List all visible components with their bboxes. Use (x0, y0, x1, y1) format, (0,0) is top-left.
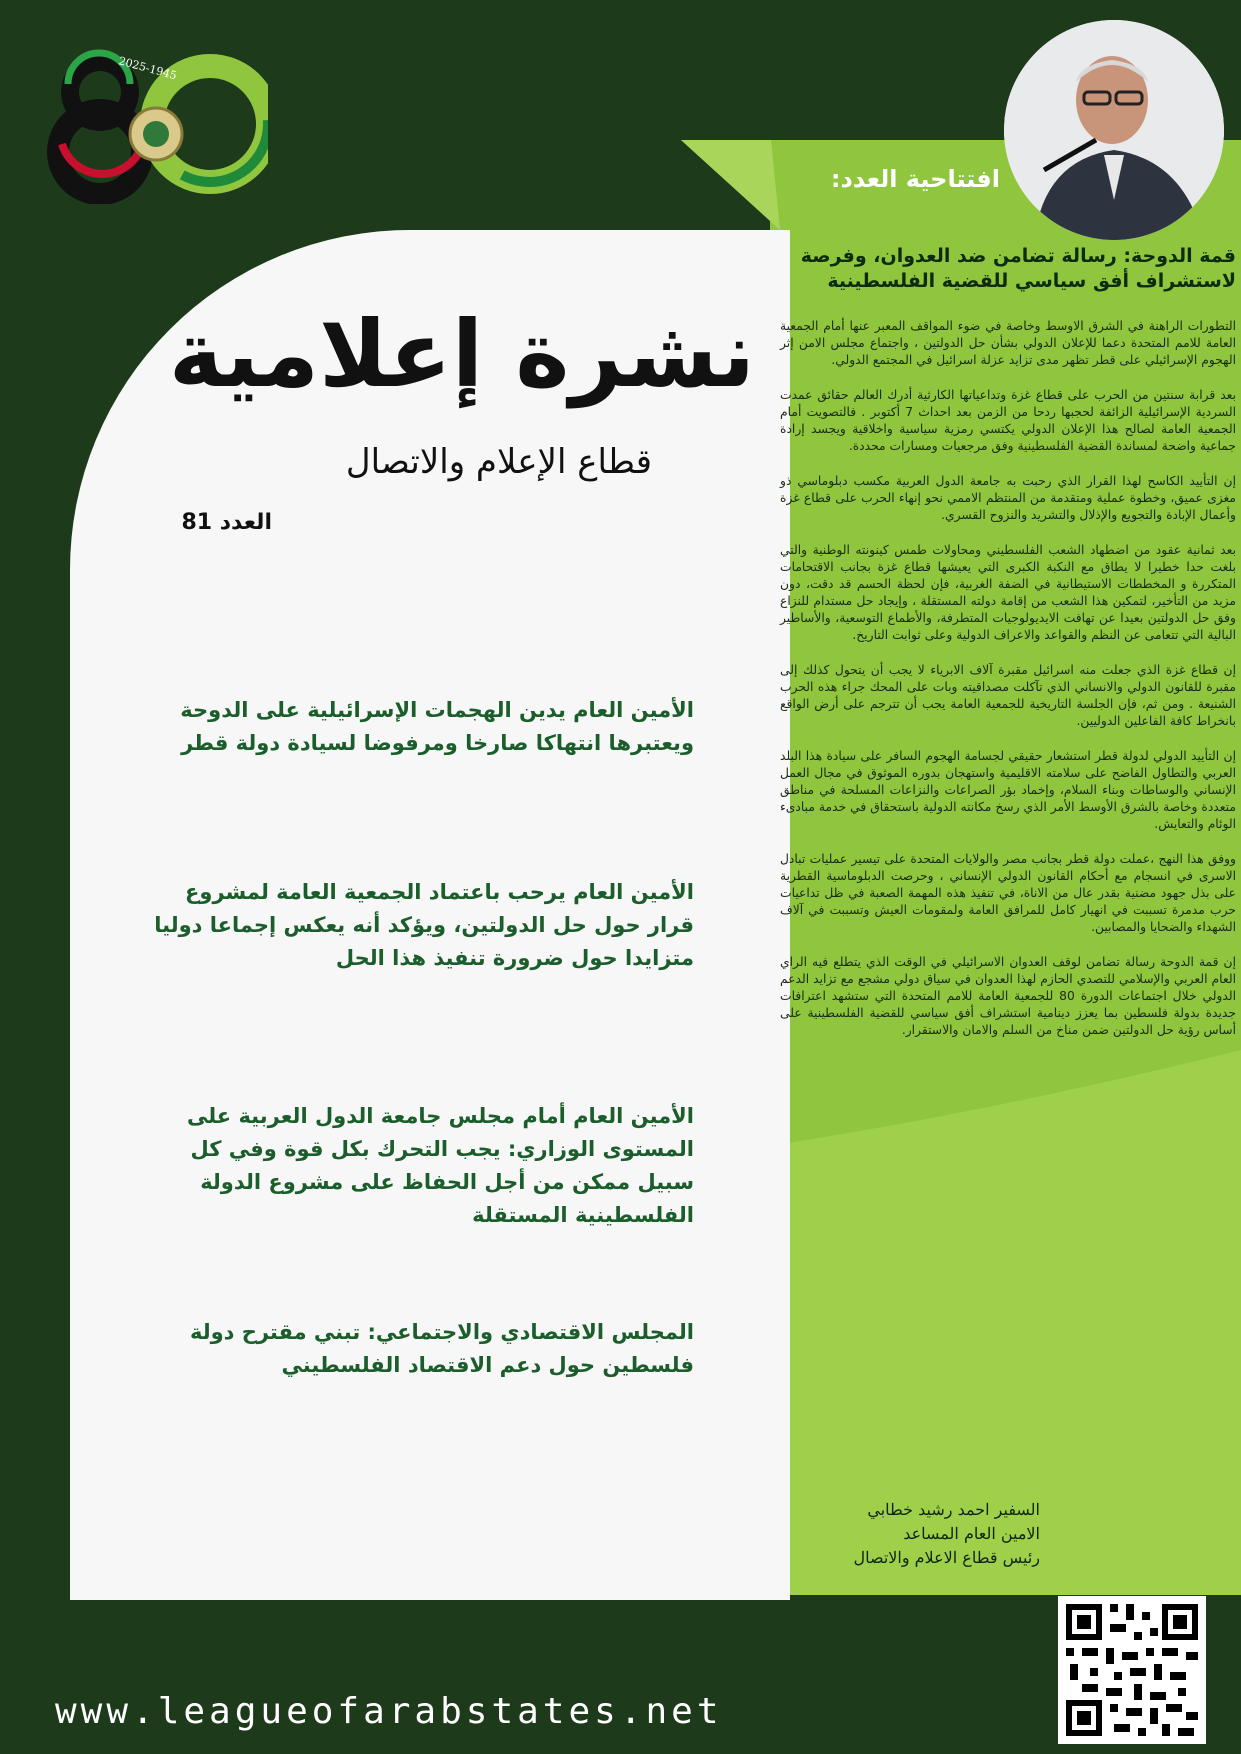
newsletter-title: نشرة إعلامية (168, 301, 755, 408)
signature-title: رئيس قطاع الاعلام والاتصال (853, 1548, 1040, 1567)
signature-title: الامين العام المساعد (903, 1524, 1040, 1543)
news-headline[interactable]: الأمين العام يدين الهجمات الإسرائيلية على الدوحة ويعتبرها انتهاكا صارخا ومرفوضا لسيادة دولة قطر (180, 698, 694, 755)
news-headline[interactable]: المجلس الاقتصادي والاجتماعي: تبني مقترح دولة فلسطين حول دعم الاقتصاد الفلسطيني (189, 1320, 694, 1377)
editorial-paragraph: إن التأييد الكاسح لهذا القرار الذي رحبت به جامعة الدول العربية مكسب دبلوماسي ذو مغزى عميق، وخطوة عملية ومتقدمة من المنتظم الاممي نحو إنهاء الحرب على قطاع غزة وأعمال الإبادة والتجويع والإذلال والتشريد والنزوح القسري. (780, 474, 1236, 522)
news-headline[interactable]: الأمين العام أمام مجلس جامعة الدول العربية على المستوى الوزاري: يجب التحرك بكل قوة وفي كل سبيل ممكن من أجل الحفاظ على مشروع الدولة الفلسطينية المستقلة (186, 1104, 694, 1227)
editorial-paragraph: بعد قرابة سنتين من الحرب على قطاع غزة وتداعياتها الكارثية أدرك العالم حقائق عمدت السردية الإسرائيلية الزائفة لحجبها ردحا من الزمن بعد احداث 7 أكتوبر . فالتصويت أمام الجمعية العامة لصالح هذا الإعلان الدولي يكتسي رمزية سياسية واخلاقية ويجسد إرادة جماعية واضحة لمساندة القضية الفلسطينية وفق مرجعيات ومسارات محددة. (780, 388, 1236, 453)
website-link[interactable]: www.leagueofarabstates.net (55, 1691, 723, 1732)
editorial-paragraph: إن قطاع غزة الذي جعلت منه اسرائيل مقبرة آلاف الابرياء لا يجب أن يتحول كذلك إلى مقبرة للقانون الدولي والانساني الذي تآكلت مصداقيته وبات على المحك جراء هذه الحرب الشنيعة . ومن ثم، فإن الجلسة التاريخية للجمعية العامة يجب أن تترجم على أرض الواقع بانخراط كافة الفاعلين الدوليين. (780, 663, 1236, 728)
newsletter-subtitle: قطاع الإعلام والاتصال (345, 442, 652, 482)
editorial-paragraph: ووفق هذا النهج ،عملت دولة قطر بجانب مصر والولايات المتحدة على تيسير عمليات تبادل الاسرى في انسجام مع أحكام القانون الدولي الإنساني ، وحرصت الدبلوماسية القطرية على بذل جهود مضنية بقدر عال من الاناة، في تنفيذ هذه المهمة الصعبة في ظل تداعيات حرب مدمرة تسببت في انهيار كامل للمرافق العامة ولمقومات العيش وتسببت في آلاف الشهداء والضحايا والمصابين. (780, 852, 1236, 934)
editorial-body (780, 318, 1236, 1057)
qr-code-icon[interactable] (1058, 1596, 1206, 1744)
editorial-signature (800, 1498, 1040, 1570)
author-portrait (1004, 20, 1224, 240)
editorial-paragraph: إن التأييد الدولي لدولة قطر استشعار حقيقي لجسامة الهجوم السافر على سيادة هذا البلد العربي والتطاول الفاضح على سلامته الاقليمية واستهجان بدوره الموثوق في مجال العمل الإنساني والوساطات وبناء السلام، وإخماد بؤر الصراعات والنزاعات المسلحة في مناطق متعددة وخاصة بالشرق الأوسط الأمر الذي رسخ مكانته الدولية باستحقاق في خدمة مبادىء الوئام والتعايش. (780, 749, 1236, 831)
editorial-paragraph: إن قمة الدوحة رسالة تضامن لوقف العدوان الاسرائيلي في الوقت الذي يتطلع فيه الراي العام العربي والإسلامي للتصدي الحازم لهذا العدوان في سياق دولي مشجع مع تزايد الدعم الدولي خلال اجتماعات الدورة 80 للجمعية العامة للامم المتحدة التي ستشهد اعترافات جديدة بدولة فلسطين بما يعزز دينامية استشراف أفق سياسي للقضية الفلسطينية على أساس رؤية حل الدولتين ضمن مناخ من السلم والامان والاستقرار. (780, 955, 1236, 1037)
anniversary-80-logo (38, 44, 268, 204)
news-headline[interactable]: الأمين العام يرحب باعتماد الجمعية العامة لمشروع قرار حول حل الدولتين، ويؤكد أنه يعكس إجماعا دوليا متزايدا حول ضرورة تنفيذ هذا الحل (154, 880, 694, 970)
person-portrait-icon (1004, 20, 1224, 240)
editorial-label: افتتاحية العدد: (830, 165, 1000, 193)
qr-code-graphic (1058, 1596, 1206, 1744)
editorial-paragraph: التطورات الراهنة في الشرق الاوسط وخاصة في ضوء المواقف المعبر عنها أمام الجمعية العامة للامم المتحدة دعما للإعلان الدولي بشأن حل الدولتين ، واجتماع مجلس الامن إثر الهجوم الإسرائيلي على قطر تظهر مدى تزايد عزلة اسرائيل في المجتمع الدولي. (780, 319, 1236, 367)
editorial-headline: قمة الدوحة: رسالة تضامن ضد العدوان، وفرصة لاستشراف أفق سياسي للقضية الفلسطينية (800, 245, 1236, 292)
editorial-paragraph: بعد ثمانية عقود من اضطهاد الشعب الفلسطيني ومحاولات طمس كينونته الوطنية والتي بلغت حدا خطيرا لا يطاق مع النكبة الكبرى التي يعيشها قطاع غزة بجانب الاقتحامات المتكررة و المخططات الاستيطانية في الضفة الغربية، فإن لحظة الحسم قد دقت، دون مزيد من التأخير، لتمكين هذا الشعب من إقامة دولته المستقلة ، وإيجاد حل مستدام للنزاع وفق حل الدولتين بعيدا عن تهافت الايديولوجيات المتطرفة، والأطماع التوسعية، والأساطير البالية التي تتعامى عن النظم والقواعد والاعراف الدولية وعلى ثوابت التاريخ. (780, 543, 1236, 642)
signature-name: السفير احمد رشيد خطابي (867, 1500, 1040, 1519)
logo-years: 2025-1945 (117, 54, 179, 83)
issue-number: العدد 81 (181, 510, 272, 535)
